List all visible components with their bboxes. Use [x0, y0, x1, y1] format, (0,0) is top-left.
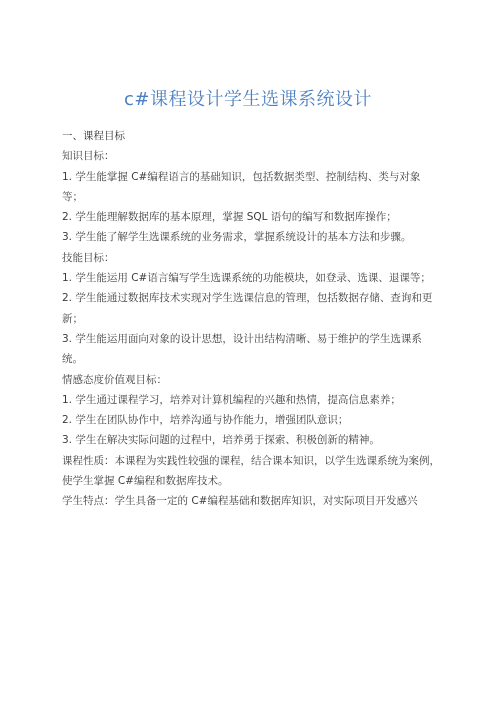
skill-goal-item-2: 2. 学生能通过数据库技术实现对学生选课信息的管理，包括数据存储、查询和更新； — [62, 292, 433, 325]
document-body — [62, 126, 440, 512]
skill-goal-item-3: 3. 学生能运用面向对象的设计思想，设计出结构清晰、易于维护的学生选课系统。 — [62, 332, 422, 366]
attitude-goal-item-3: 3. 学生在解决实际问题的过程中，培养勇于探索、积极创新的精神。 — [62, 434, 380, 447]
skill-goal-item-1: 1. 学生能运用 C#语言编写学生选课系统的功能模块，如登录、选课、退课等； — [62, 272, 431, 285]
course-nature-paragraph: 课程性质：本课程为实践性较强的课程，结合课本知识，以学生选课系统为案例，使学生掌握 C#编程和数据库技术。 — [62, 454, 440, 488]
subheading-attitude-goals: 情感态度价值观目标： — [62, 373, 167, 386]
subheading-skill-goals: 技能目标： — [62, 251, 115, 264]
subheading-knowledge-goals: 知识目标： — [62, 150, 115, 163]
attitude-goal-item-1: 1. 学生通过课程学习，培养对计算机编程的兴趣和热情，提高信息素养； — [62, 393, 401, 406]
attitude-goal-item-2: 2. 学生在团队协作中，培养沟通与协作能力，增强团队意识； — [62, 414, 349, 427]
knowledge-goal-item-2: 2. 学生能理解数据库的基本原理，掌握 SQL 语句的编写和数据库操作； — [62, 211, 397, 224]
section-heading-course-goals: 一、课程目标 — [62, 130, 125, 142]
document-title: c#课程设计学生选课系统设计 — [124, 89, 372, 110]
knowledge-goal-item-3: 3. 学生能了解学生选课系统的业务需求，掌握系统设计的基本方法和步骤。 — [62, 231, 412, 244]
knowledge-goal-item-1: 1. 学生能掌握 C#编程语言的基础知识，包括数据类型、控制结构、类与对象等； — [62, 170, 421, 203]
student-characteristics-paragraph: 学生特点：学生具备一定的 C#编程基础和数据库知识，对实际项目开发感兴 — [62, 495, 418, 508]
